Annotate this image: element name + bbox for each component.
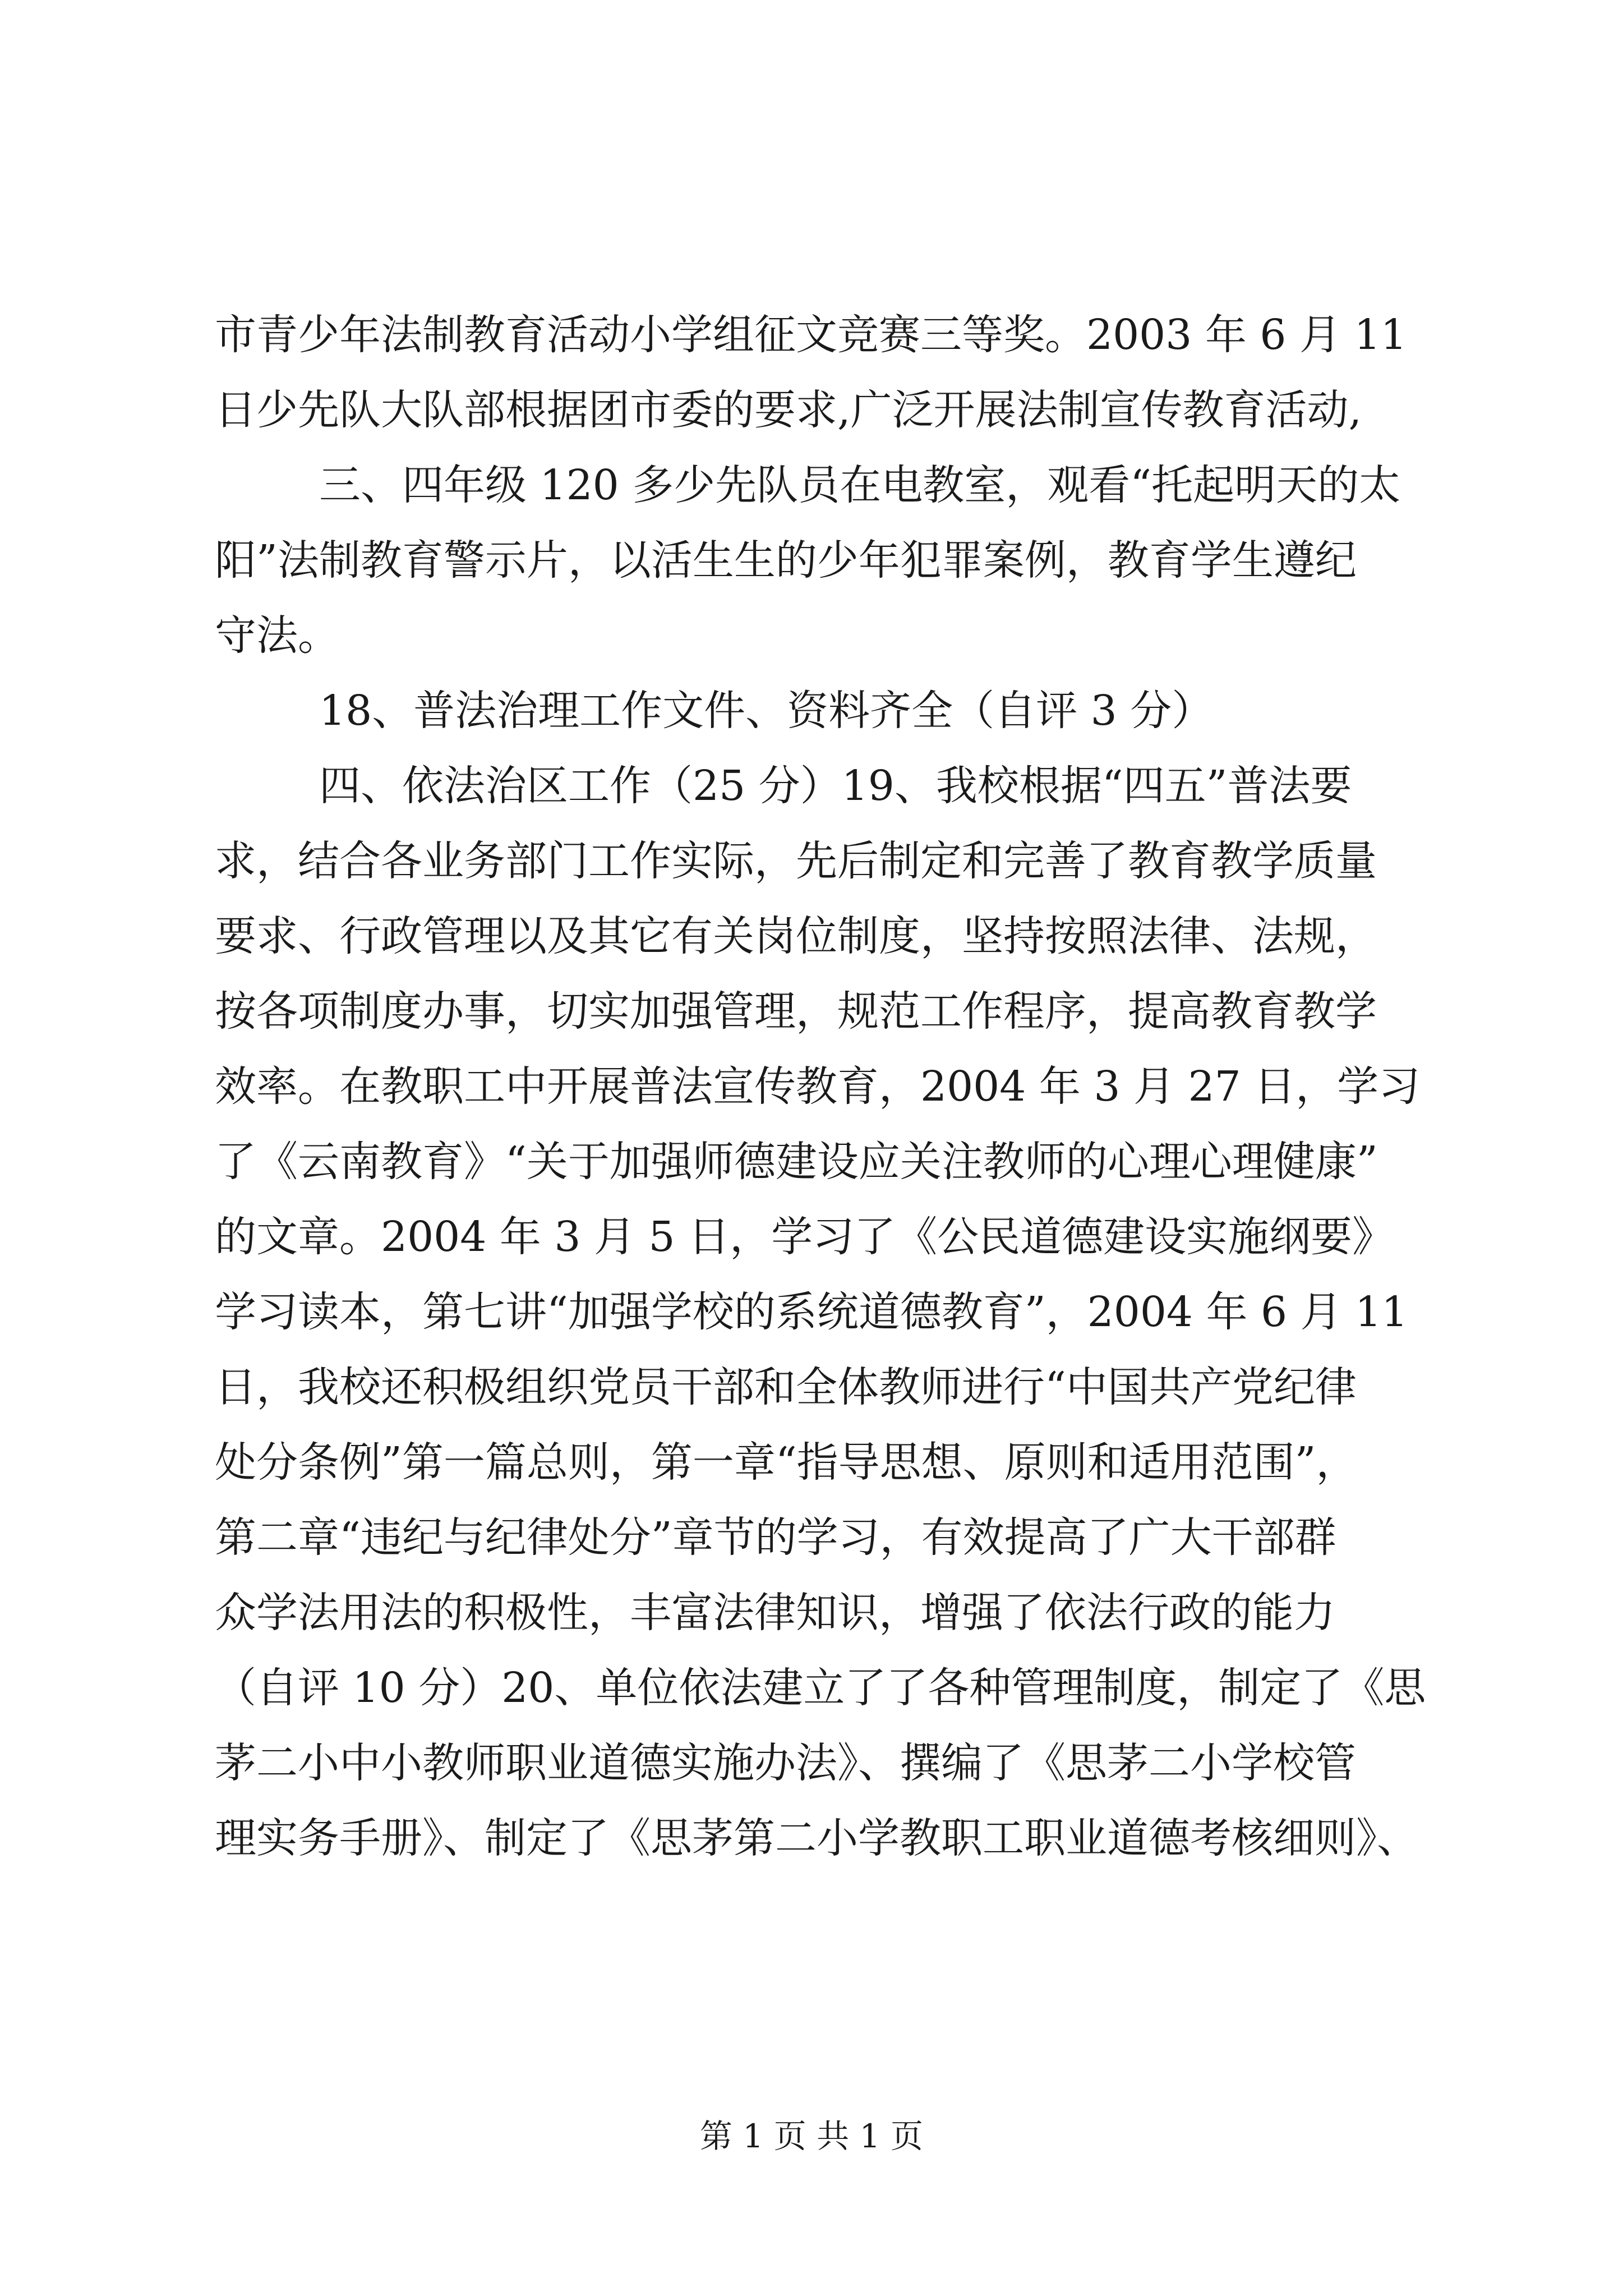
document-body — [215, 297, 1449, 1876]
text-line: 阳”法制教育警示片，以活生生的少年犯罪案例，教育学生遵纪 — [215, 536, 1357, 585]
text-line: 处分条例”第一篇总则，第一章“指导思想、原则和适用范围”， — [215, 1438, 1358, 1487]
text-line: 日，我校还积极组织党员干部和全体教师进行“中国共产党纪律 — [215, 1363, 1357, 1411]
text-line: 第二章“违纪与纪律处分”章节的学习，有效提高了广大干部群 — [215, 1513, 1336, 1562]
text-line: 守法。 — [215, 611, 339, 660]
paragraph — [215, 673, 1449, 748]
text-line: 求，结合各业务部门工作实际，先后制定和完善了教育教学质量 — [215, 837, 1377, 885]
text-line: 日少先队大队部根据团市委的要求,广泛开展法制宣传教育活动, — [215, 386, 1362, 434]
text-line: 学习读本，第七讲“加强学校的系统道德教育”，2004 年 6 月 11 — [215, 1288, 1408, 1336]
paragraph — [215, 297, 1449, 448]
text-line: 众学法用法的积极性，丰富法律知识，增强了依法行政的能力 — [215, 1589, 1335, 1637]
text-line: （自评 10 分）20、单位依法建立了了各种管理制度，制定了《思 — [215, 1664, 1426, 1712]
text-line: 茅二小中小教师职业道德实施办法》、撰编了《思茅二小学校管 — [215, 1739, 1356, 1787]
text-line: 18、普法治理工作文件、资料齐全（自评 3 分） — [319, 687, 1214, 735]
text-line: 效率。在教职工中开展普法宣传教育，2004 年 3 月 27 日，学习 — [215, 1062, 1421, 1111]
text-line: 三、四年级 120 多少先队员在电教室，观看“托起明天的太 — [319, 461, 1401, 509]
text-line: 要求、行政管理以及其它有关岗位制度，坚持按照法律、法规， — [215, 912, 1377, 960]
paragraph — [215, 448, 1449, 673]
text-line: 按各项制度办事，切实加强管理，规范工作程序，提高教育教学 — [215, 987, 1377, 1036]
text-line: 了《云南教育》“关于加强师德建设应关注教师的心理心理健康” — [215, 1138, 1378, 1186]
text-line: 四、依法治区工作（25 分）19、我校根据“四五”普法要 — [319, 762, 1352, 810]
page-footer: 第 1 页 共 1 页 — [700, 2117, 923, 2155]
paragraph — [215, 748, 1449, 1876]
text-line: 的文章。2004 年 3 月 5 日，学习了《公民道德建设实施纲要》 — [215, 1213, 1394, 1261]
text-line: 市青少年法制教育活动小学组征文竞赛三等奖。2003 年 6 月 11 — [215, 311, 1407, 359]
text-line: 理实务手册》、制定了《思茅第二小学教职工职业道德考核细则》、 — [215, 1814, 1418, 1862]
